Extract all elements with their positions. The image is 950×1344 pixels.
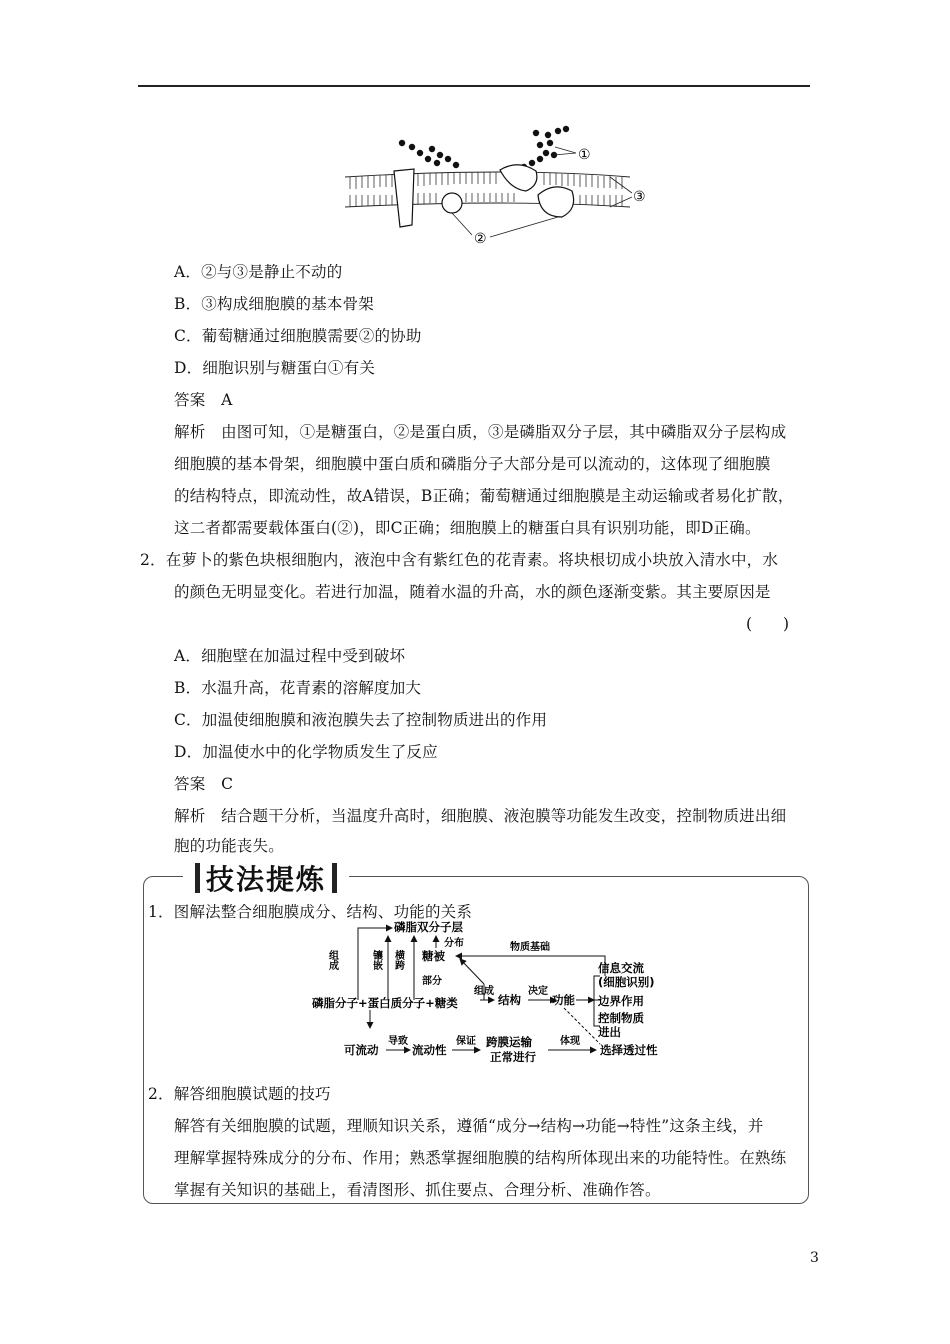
flow-inout: 进出 — [598, 1025, 621, 1039]
flow-info-exchange: 信息交流 — [598, 961, 644, 975]
title-bar-left — [195, 863, 200, 893]
flow-cell-recognition: (细胞识别) — [598, 975, 655, 989]
flow-phospholipid-bilayer: 磷脂双分子层 — [394, 920, 463, 934]
header-rule — [138, 85, 810, 87]
flow-lead: 导致 — [388, 1036, 408, 1047]
phospholipid-heads — [345, 172, 630, 207]
q1-analysis-line: 细胞膜的基本骨架，细胞膜中蛋白质和磷脂分子大部分是可以流动的，这体现了细胞膜 — [174, 455, 771, 473]
q1-option-a: A．②与③是静止不动的 — [174, 263, 343, 281]
skills-item-2: 2．解答细胞膜试题的技巧 — [148, 1085, 331, 1103]
q2-option-c: C．加温使细胞膜和液泡膜失去了控制物质进出的作用 — [174, 711, 548, 729]
phospholipid-tails — [350, 172, 622, 207]
skills-body-line: 掌握有关知识的基础上，看清图形、抓住要点、合理分析、准确作答。 — [174, 1181, 661, 1199]
cell-membrane-figure — [340, 125, 670, 250]
q2-answer: 答案 C — [174, 775, 234, 793]
q2-option-a: A．细胞壁在加温过程中受到破坏 — [174, 647, 406, 665]
flow-across: 横跨 — [392, 950, 404, 970]
q2-stem-line: 的颜色无明显变化。若进行加温，随着水温的升高，水的颜色逐渐变紫。其主要原因是 — [174, 583, 771, 601]
skills-title-text: 技法提炼 — [206, 863, 327, 896]
page-number: 3 — [810, 1250, 819, 1266]
q2-option-d: D．加温使水中的化学物质发生了反应 — [174, 743, 438, 761]
flow-transport: 跨膜运输 — [486, 1035, 532, 1049]
flow-selective: 选择透过性 — [600, 1043, 658, 1057]
flow-ensure: 保证 — [456, 1036, 476, 1047]
flow-compose-vertical: 组成 — [326, 950, 338, 970]
glycoprotein-chain-left — [399, 140, 459, 168]
flow-fluidity: 流动性 — [412, 1043, 447, 1057]
flow-part: 部分 — [422, 976, 442, 987]
flow-function: 功能 — [552, 993, 575, 1007]
q2-analysis-line: 胞的功能丧失。 — [174, 837, 284, 855]
skills-body-line: 解答有关细胞膜的试题，理顺知识关系，遵循“成分→结构→功能→特性”这条主线，并 — [174, 1117, 764, 1135]
flow-boundary: 边界作用 — [598, 994, 644, 1008]
glycoprotein-chain-right — [521, 126, 569, 170]
flow-fluid: 可流动 — [344, 1043, 379, 1057]
skills-title — [183, 858, 349, 898]
flow-decide: 决定 — [528, 986, 548, 997]
label-2: ② — [474, 231, 487, 247]
q2-option-b: B．水温升高，花青素的溶解度加大 — [174, 679, 422, 697]
skills-item-1: 1．图解法整合细胞膜成分、结构、功能的关系 — [148, 903, 473, 921]
skills-body-line: 理解掌握特殊成分的分布、作用；熟悉掌握细胞膜的结构所体现出来的功能特性。在熟练 — [174, 1149, 787, 1167]
label-3: ③ — [633, 189, 646, 205]
flow-material-basis: 物质基础 — [510, 942, 550, 953]
label-1: ① — [578, 147, 591, 163]
q2-stem-line: 2．在萝卜的紫色块根细胞内，液泡中含有紫红色的花青素。将块根切成小块放入清水中，水 — [140, 551, 779, 569]
flow-embody: 体现 — [560, 1036, 580, 1047]
q1-option-b: B．③构成细胞膜的基本骨架 — [174, 295, 374, 313]
flow-glycocalyx: 糖被 — [422, 949, 445, 963]
flow-components: 磷脂分子+蛋白质分子+糖类 — [312, 996, 458, 1010]
flow-normal: 正常进行 — [490, 1050, 536, 1064]
q2-analysis-line: 解析 结合题干分析，当温度升高时，细胞膜、液泡膜等功能发生改变，控制物质进出细 — [174, 807, 787, 825]
q1-analysis-line: 这二者都需要载体蛋白(②)，即C正确；细胞膜上的糖蛋白具有识别功能，即D正确。 — [174, 519, 761, 537]
flow-embed: 镶嵌 — [370, 950, 382, 970]
flow-distribution: 分布 — [444, 938, 464, 949]
title-bar-right — [332, 863, 337, 893]
q1-option-d: D．细胞识别与糖蛋白①有关 — [174, 359, 376, 377]
membrane-concept-diagram — [310, 918, 690, 1070]
flow-compose: 组成 — [474, 986, 494, 997]
flow-control: 控制物质 — [598, 1011, 644, 1025]
q2-answer-blank: ( ) — [746, 615, 790, 633]
q1-analysis-line: 解析 由图可知，①是糖蛋白，②是蛋白质，③是磷脂双分子层，其中磷脂双分子层构成 — [174, 423, 787, 441]
q1-answer: 答案 A — [174, 391, 233, 409]
flow-structure: 结构 — [498, 993, 521, 1007]
q1-option-c: C．葡萄糖通过细胞膜需要②的协助 — [174, 327, 422, 345]
q1-analysis-line: 的结构特点，即流动性，故A错误，B正确；葡萄糖通过细胞膜是主动运输或者易化扩散， — [174, 487, 794, 505]
